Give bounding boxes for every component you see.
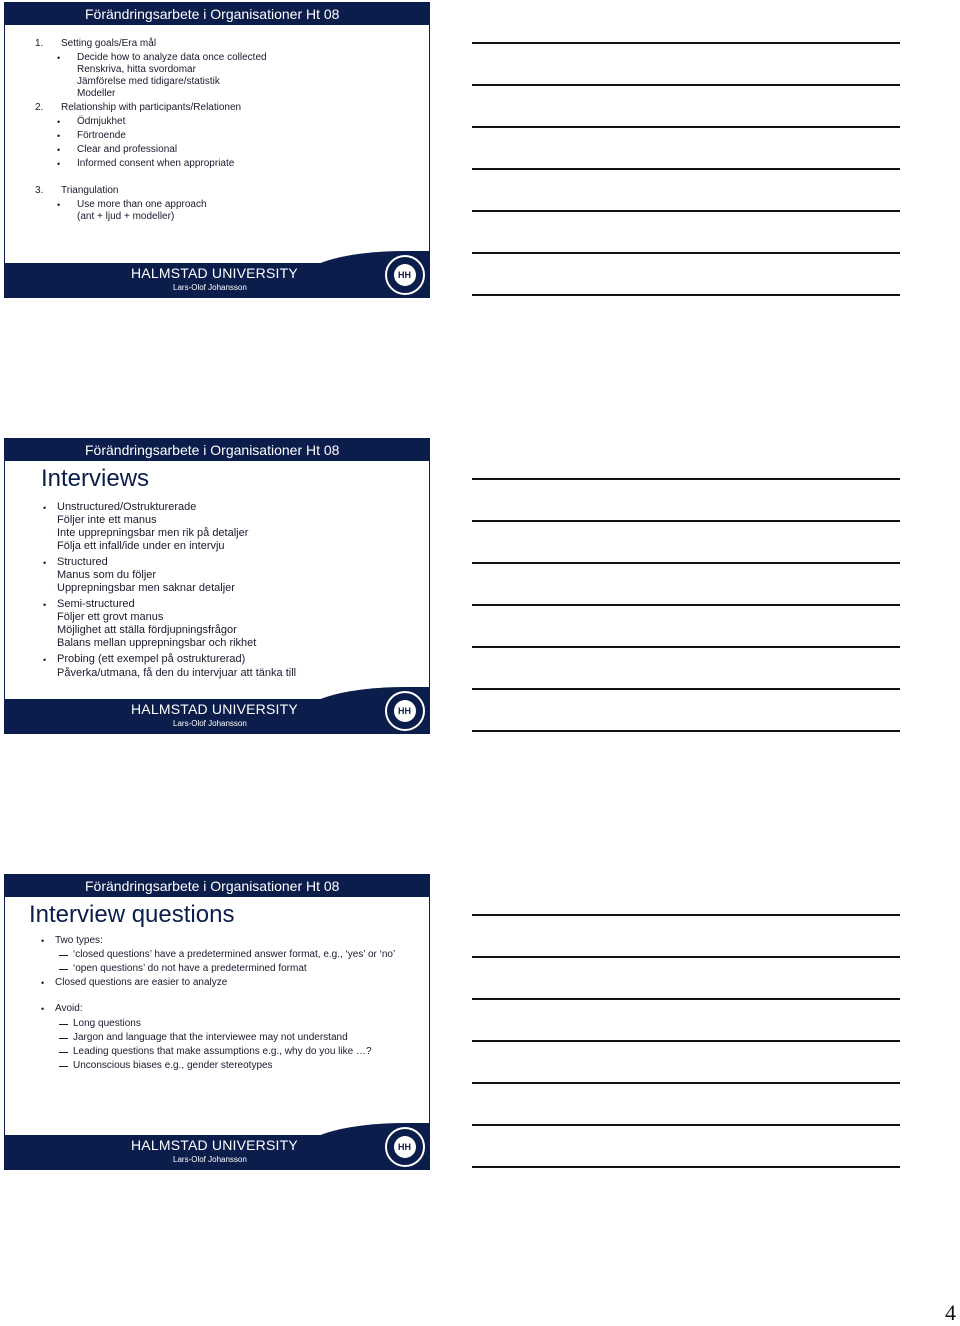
note-line	[472, 294, 900, 296]
bullet-icon: •	[57, 145, 61, 155]
bullet-icon: •	[43, 558, 47, 568]
list-item: Unstructured/Ostrukturerade	[57, 501, 197, 513]
list-item: Renskriva, hitta svordomar	[77, 64, 196, 75]
list-item: Påverka/utmana, få den du intervjuar att tänka till	[57, 667, 297, 679]
list-item: Informed consent when appropriate	[77, 158, 235, 169]
bullet-icon: •	[57, 159, 61, 169]
list-item: Jargon and language that the interviewee may not understand	[73, 1032, 348, 1043]
footer-author: Lars-Olof Johansson	[173, 1155, 247, 1164]
note-line	[472, 520, 900, 522]
list-item: Triangulation	[61, 185, 119, 196]
note-line	[472, 646, 900, 648]
list-item: Följa ett infall/ide under en intervju	[57, 540, 225, 552]
list-item: Structured	[57, 556, 108, 568]
list-item: Long questions	[73, 1018, 141, 1029]
university-logo-icon	[385, 691, 425, 731]
list-item: Upprepningsbar men saknar detaljer	[57, 582, 235, 594]
bullet-icon: •	[57, 117, 61, 127]
bullet-icon: •	[57, 131, 61, 141]
list-item: Förtroende	[77, 130, 126, 141]
header-title: Förändringsarbete i Organisationer Ht 08	[85, 6, 340, 22]
bullet-icon: •	[43, 655, 47, 665]
dash-icon	[59, 955, 68, 956]
list-item: Closed questions are easier to analyze	[55, 977, 228, 988]
dash-icon	[59, 969, 68, 970]
note-line	[472, 478, 900, 480]
note-line	[472, 562, 900, 564]
dash-icon	[59, 1038, 68, 1039]
dash-icon	[59, 1052, 68, 1053]
slide-title: Interview questions	[29, 901, 235, 928]
note-line	[472, 998, 900, 1000]
note-line	[472, 126, 900, 128]
list-item: Unconscious biases e.g., gender stereotypes	[73, 1060, 273, 1071]
page-number: 4	[945, 1300, 956, 1325]
list-item: Setting goals/Era mål	[61, 38, 157, 49]
list-item: Möjlighet att ställa fördjupningsfrågor	[57, 624, 237, 636]
list-item: Two types:	[55, 935, 103, 946]
note-line	[472, 604, 900, 606]
note-line	[472, 252, 900, 254]
list-item: Manus som du följer	[57, 569, 157, 581]
list-item: ‘open questions’ do not have a predetermined format	[73, 963, 307, 974]
footer-university: HALMSTAD UNIVERSITY	[131, 1137, 298, 1153]
university-logo-icon	[385, 1127, 425, 1167]
list-number: 2.	[35, 102, 44, 113]
header-title: Förändringsarbete i Organisationer Ht 08	[85, 442, 340, 458]
dash-icon	[59, 1066, 68, 1067]
note-line	[472, 84, 900, 86]
list-number: 3.	[35, 185, 44, 196]
note-line	[472, 42, 900, 44]
list-item: Relationship with participants/Relationen	[61, 102, 242, 113]
slide-3	[4, 874, 430, 1170]
note-line	[472, 688, 900, 690]
slide-header	[5, 439, 429, 461]
bullet-icon: •	[41, 936, 45, 946]
list-item: Probing (ett exempel på ostrukturerad)	[57, 653, 246, 665]
list-item: Decide how to analyze data once collected	[77, 52, 267, 63]
slide-1	[4, 2, 430, 298]
list-item: Jämförelse med tidigare/statistik	[77, 76, 220, 87]
university-logo-icon	[385, 255, 425, 295]
note-line	[472, 210, 900, 212]
bullet-icon: •	[41, 1004, 45, 1014]
slide-footer	[5, 263, 429, 297]
note-line	[472, 1166, 900, 1168]
list-number: 1.	[35, 38, 44, 49]
list-item: Modeller	[77, 88, 116, 99]
bullet-icon: •	[41, 978, 45, 988]
list-item: Clear and professional	[77, 144, 178, 155]
list-item: Avoid:	[55, 1003, 83, 1014]
note-line	[472, 1124, 900, 1126]
note-line	[472, 914, 900, 916]
bullet-icon: •	[57, 200, 61, 210]
list-item: Följer ett grovt manus	[57, 611, 164, 623]
note-line	[472, 730, 900, 732]
list-item: Semi-structured	[57, 598, 135, 610]
list-item: Leading questions that make assumptions e.g., why do you like …?	[73, 1046, 372, 1057]
list-item: Balans mellan upprepningsbar och rikhet	[57, 637, 257, 649]
logo-text: HH	[398, 270, 411, 280]
note-line	[472, 168, 900, 170]
footer-author: Lars-Olof Johansson	[173, 719, 247, 728]
list-item: Inte upprepningsbar men rik på detaljer	[57, 527, 249, 539]
note-line	[472, 1082, 900, 1084]
logo-text: HH	[398, 706, 411, 716]
footer-author: Lars-Olof Johansson	[173, 283, 247, 292]
dash-icon	[59, 1024, 68, 1025]
footer-university: HALMSTAD UNIVERSITY	[131, 265, 298, 281]
bullet-icon: •	[43, 503, 47, 513]
slide-title: Interviews	[41, 465, 150, 492]
note-line	[472, 1040, 900, 1042]
slide-footer	[5, 1135, 429, 1169]
list-item: Use more than one approach	[77, 199, 207, 210]
slide-header	[5, 875, 429, 897]
bullet-icon: •	[57, 53, 61, 63]
note-line	[472, 956, 900, 958]
header-title: Förändringsarbete i Organisationer Ht 08	[85, 878, 340, 894]
slide-header	[5, 3, 429, 25]
slide-2	[4, 438, 430, 734]
footer-university: HALMSTAD UNIVERSITY	[131, 701, 298, 717]
list-item: Följer inte ett manus	[57, 514, 157, 526]
bullet-icon: •	[43, 600, 47, 610]
list-item: ‘closed questions’ have a predetermined answer format, e.g., ‘yes’ or ‘no’	[73, 949, 396, 960]
slide-footer	[5, 699, 429, 733]
logo-text: HH	[398, 1142, 411, 1152]
list-item: (ant + ljud + modeller)	[77, 211, 175, 222]
list-item: Ödmjukhet	[77, 116, 126, 127]
